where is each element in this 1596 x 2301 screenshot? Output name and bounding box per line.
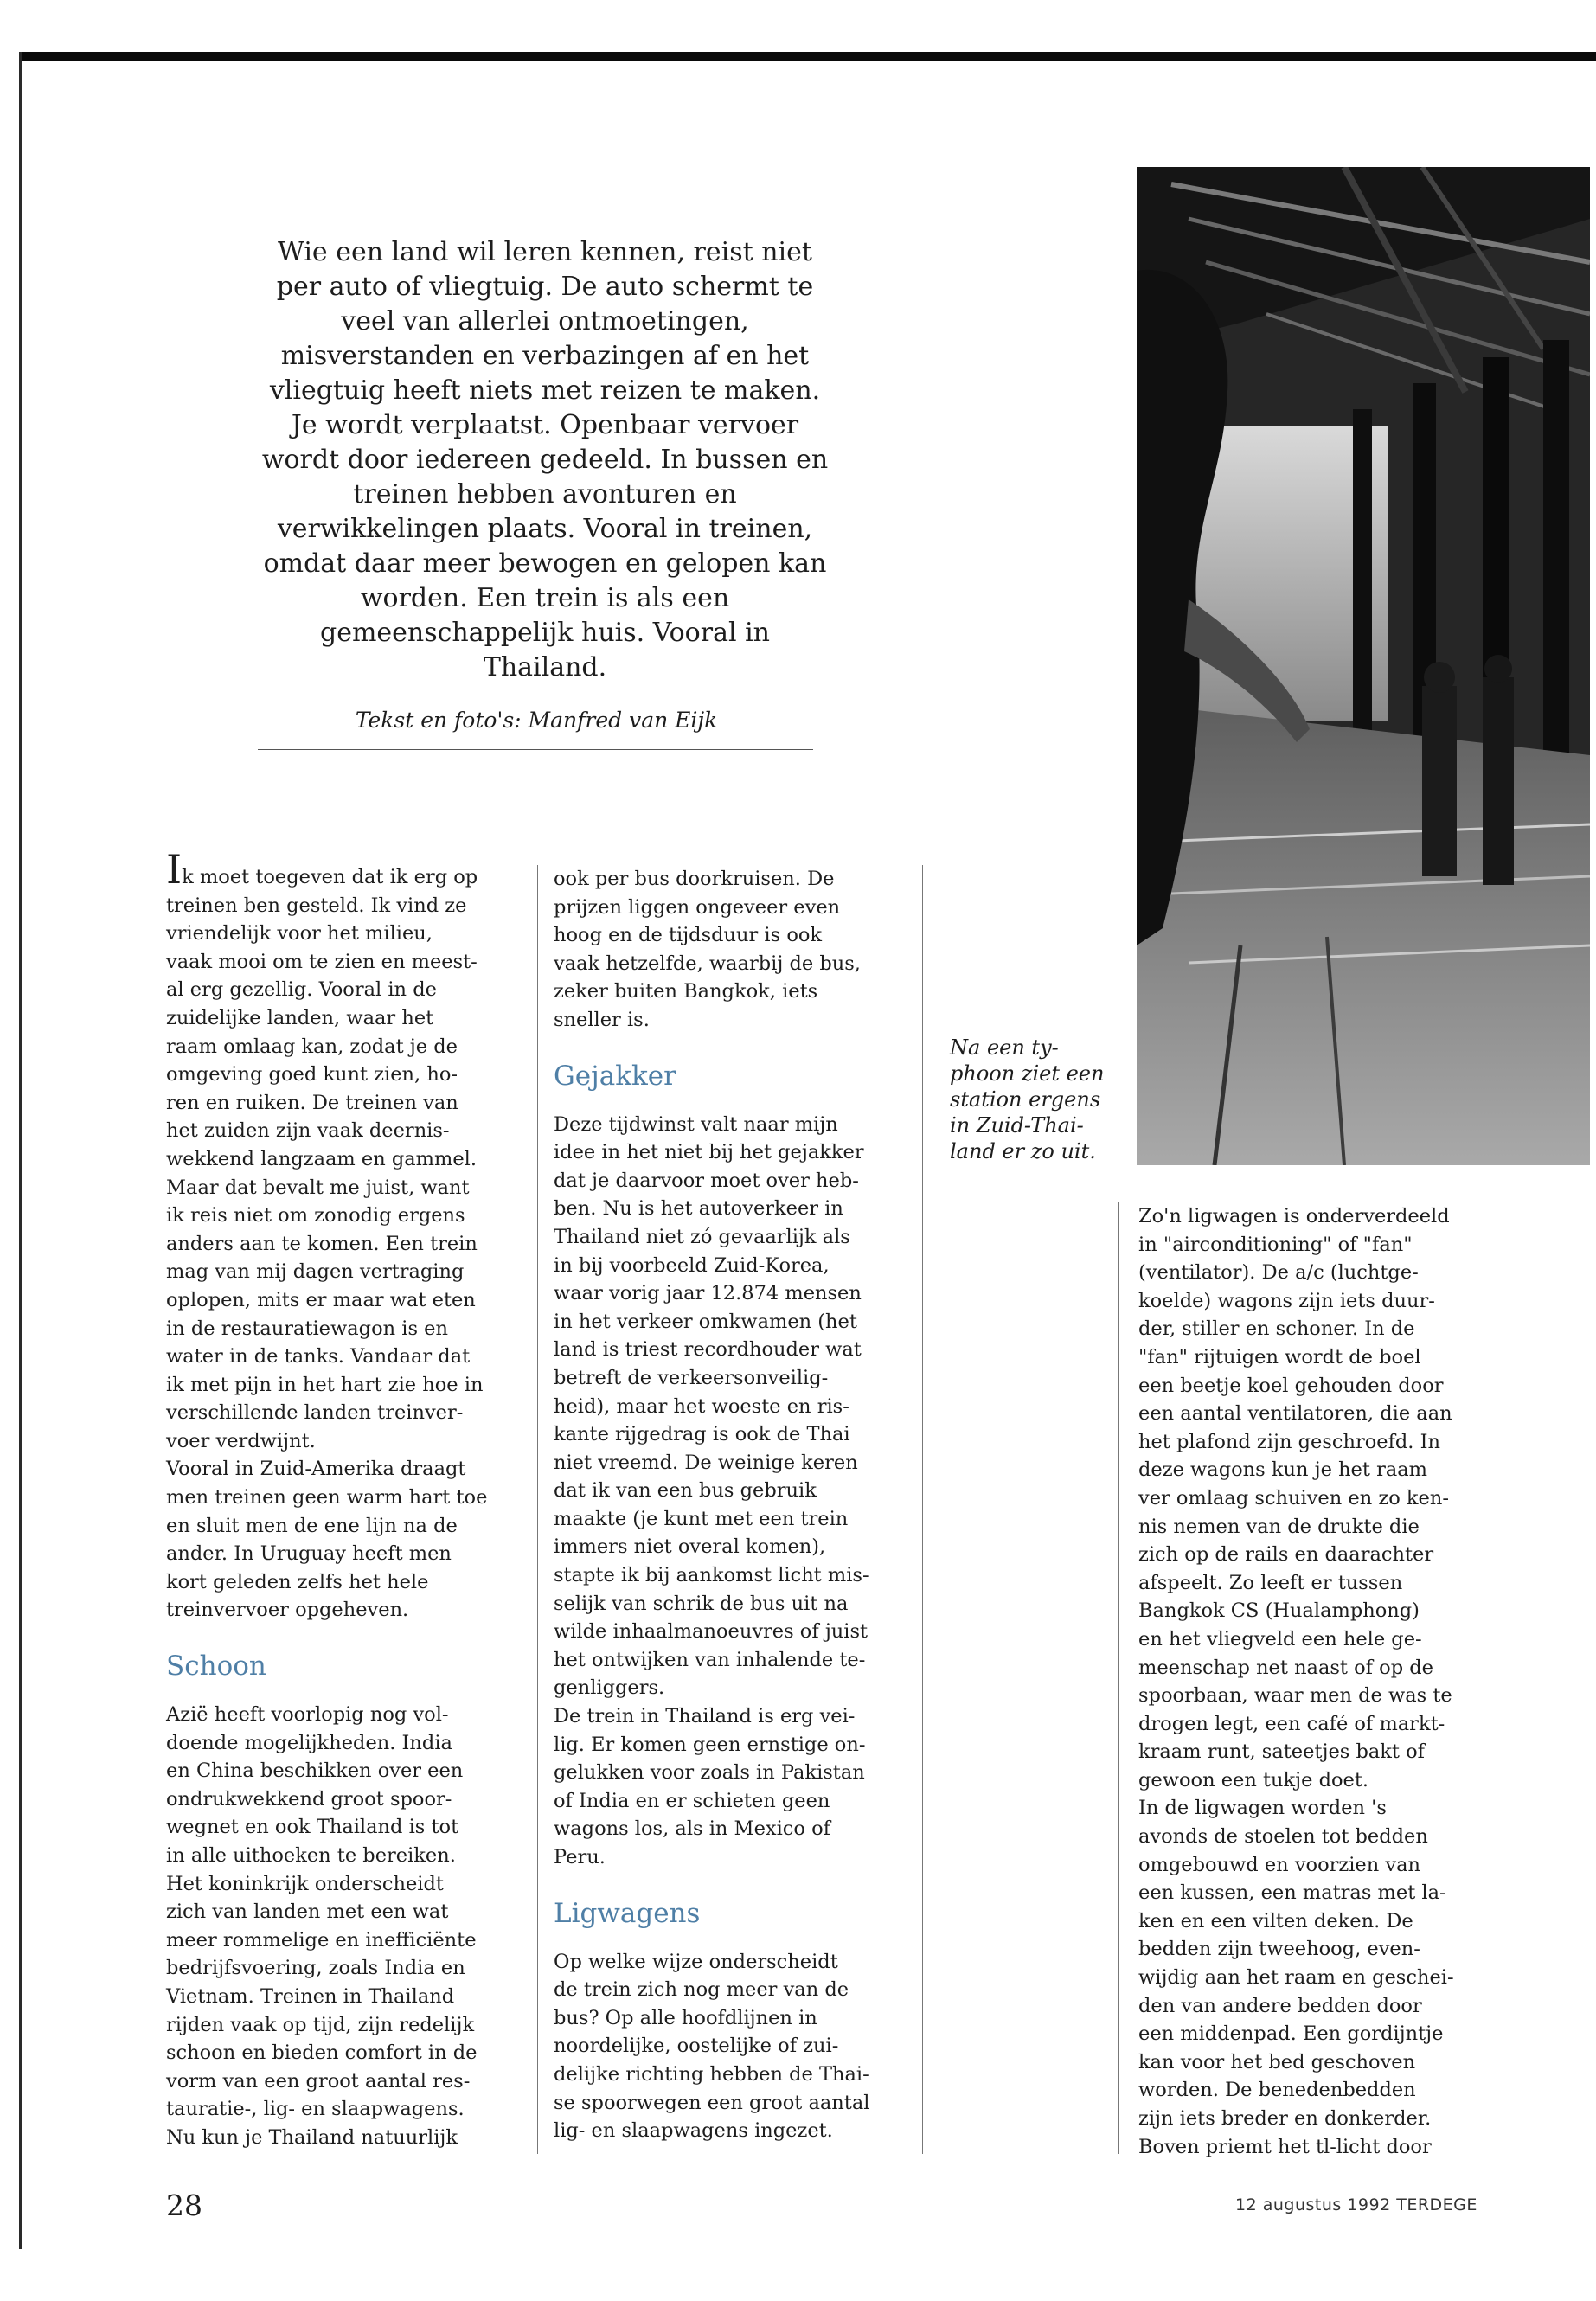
byline-rule [258,749,813,750]
issue-footer: 12 augustus 1992 TERDEGE [1235,2195,1477,2214]
column-divider [1118,1202,1119,2154]
article-paragraph: Zo'n ligwagen is onderverdeeld in "airconditioning" of "fan" (ventilator). De a/c (luchtge- koelde) wagons zijn iets duur- der, stiller en schoner. In de "fan" rijtuigen wordt de boel een beetje koel gehouden door een aantal ventilatoren, die aan het plafond zijn geschroefd. In deze wagons kun je het raam ver omlaag schuiven en zo ken- nis nemen van de drukte die zich op de rails en daarachter afspeelt. Zo leeft er tussen Bangkok CS (Hualamphong) en het vliegveld een hele ge- meenschap net naast of op de spoorbaan, waar men de was te drogen legt, een café of markt- kraam runt, sateetjes bakt of gewoon een tukje doet. [1138,1205,1452,1791]
left-border-rule [19,52,22,2249]
photo-caption: Na een ty- phoon ziet een station ergens in Zuid-Thai- land er zo uit. [950,1035,1105,1163]
article-paragraph: In de ligwagen worden 's avonds de stoelen tot bedden omgebouwd en voorzien van een kussen, een matras met la- ken en een vilten deken. De bedden zijn tweehoog, even- wijdig aan het raam en geschei- den van andere bedden door een middenpad. Een gordijntje kan voor het bed geschoven worden. De benedenbedden zijn iets breder en donkerder. Boven priemt het tl-licht door [1138,1797,1454,2158]
section-heading-ligwagens: Ligwagens [554,1897,701,1929]
article-paragraph: Vooral in Zuid-Amerika draagt men treinen geen warm hart toe en sluit men de ene lijn na de ander. In Uruguay heeft men kort geleden zelfs het hele treinvervoer opgeheven. [166,1458,488,1622]
intro-paragraph: Wie een land wil leren kennen, reist niet per auto of vliegtuig. De auto schermt te veel van allerlei ontmoetingen, misverstanden en verbazingen af en het vliegtuig heeft niets met reizen te maken. Je wordt verplaatst. Openbaar vervoer wordt door iedereen gedeeld. In bussen en treinen hebben avonturen en verwikkelingen plaats. Vooral in treinen, omdat daar meer bewogen en gelopen kan worden. Een trein is als een gemeenschappelijk huis. Vooral in Thailand. [261,237,829,683]
station-photo [1137,167,1590,1165]
article-paragraph: Azië heeft voorlopig nog vol- doende mogelijkheden. India en China beschikken over een ondrukwekkend groot spoor- wegnet en ook Thailand is tot in alle uithoeken te bereiken. Het koninkrijk onderscheidt zich van landen met een wat meer rommelige en inefficiënte bedrijfsvoering, zoals India en Vietnam. Treinen in Thailand rijden vaak op tijd, zijn redelijk schoon en bieden comfort in de vorm van een groot aantal res- tauratie-, lig- en slaapwagens. Nu kun je Thailand natuurlijk [166,1703,478,2149]
section-heading-schoon: Schoon [166,1650,266,1682]
article-paragraph: De trein in Thailand is erg vei- lig. Er komen geen ernstige on- gelukken voor zoals in Pakistan of India en er schieten geen wagons los, als in Mexico of Peru. [554,1705,866,1868]
column-divider [922,865,923,2154]
column-divider [537,865,538,2154]
drop-cap: I [166,846,183,893]
article-paragraph: ook per bus doorkruisen. De prijzen liggen ongeveer even hoog en de tijdsduur is ook vaak hetzelfde, waarbij de bus, zeker buiten Bangkok, iets sneller is. [554,868,861,1031]
byline: Tekst en foto's: Manfred van Eijk [355,708,718,733]
article-column-2 [554,865,908,2145]
article-column-3 [1138,1202,1484,2161]
paragraph-text: k moet toegeven dat ik erg op treinen ben gesteld. Ik vind ze vriendelijk voor het milieu, vaak mooi om te zien en meest- al erg gezellig. Vooral in de zuidelijke landen, waar het raam omlaag kan, zodat je de omgeving goed kunt zien, ho- ren en ruiken. De treinen van het zuiden zijn vaak deernis- wekkend langzaam en gammel. Maar dat bevalt me juist, want ik reis niet om zonodig ergens anders aan te komen. Een trein mag van mij dagen vertraging oplopen, mits er maar wat eten in de restauratiewagon is en water in de tanks. Vandaar dat ik met pijn in het hart zie hoe in verschillende landen treinver- voer verdwijnt. [166,866,484,1452]
article-paragraph: Deze tijdwinst valt naar mijn idee in het niet bij het gejakker dat je daarvoor moet over heb- ben. Nu is het autoverkeer in Thailand niet zó gevaarlijk als in bij voorbeeld Zuid-Korea, waar vorig jaar 12.874 mensen in het verkeer omkwamen (het land is triest recordhouder wat betreft de verkeersonveilig- heid), maar het woeste en ris- kante rijgedrag is ook de Thai niet vreemd. De weinige keren dat ik van een bus gebruik maakte (je kunt met een trein immers niet overal komen), stapte ik bij aankomst licht mis- selijk van schrik de bus uit na wilde inhaalmanoeuvres of juist het ontwijken van inhalende te- genliggers. [554,1112,869,1700]
article-paragraph [166,846,521,1455]
top-border-rule [19,52,1596,61]
section-heading-gejakker: Gejakker [554,1060,676,1092]
article-paragraph: Op welke wijze onderscheidt de trein zich nog meer van de bus? Op alle hoofdlijnen in noordelijke, oostelijke of zui- delijke richting hebben de Thai- se spoorwegen een groot aantal lig- en slaapwagens ingezet. [554,1950,870,2143]
page-number: 28 [166,2189,202,2222]
article-column-1 [166,846,521,2152]
intro-text-block [260,235,830,685]
